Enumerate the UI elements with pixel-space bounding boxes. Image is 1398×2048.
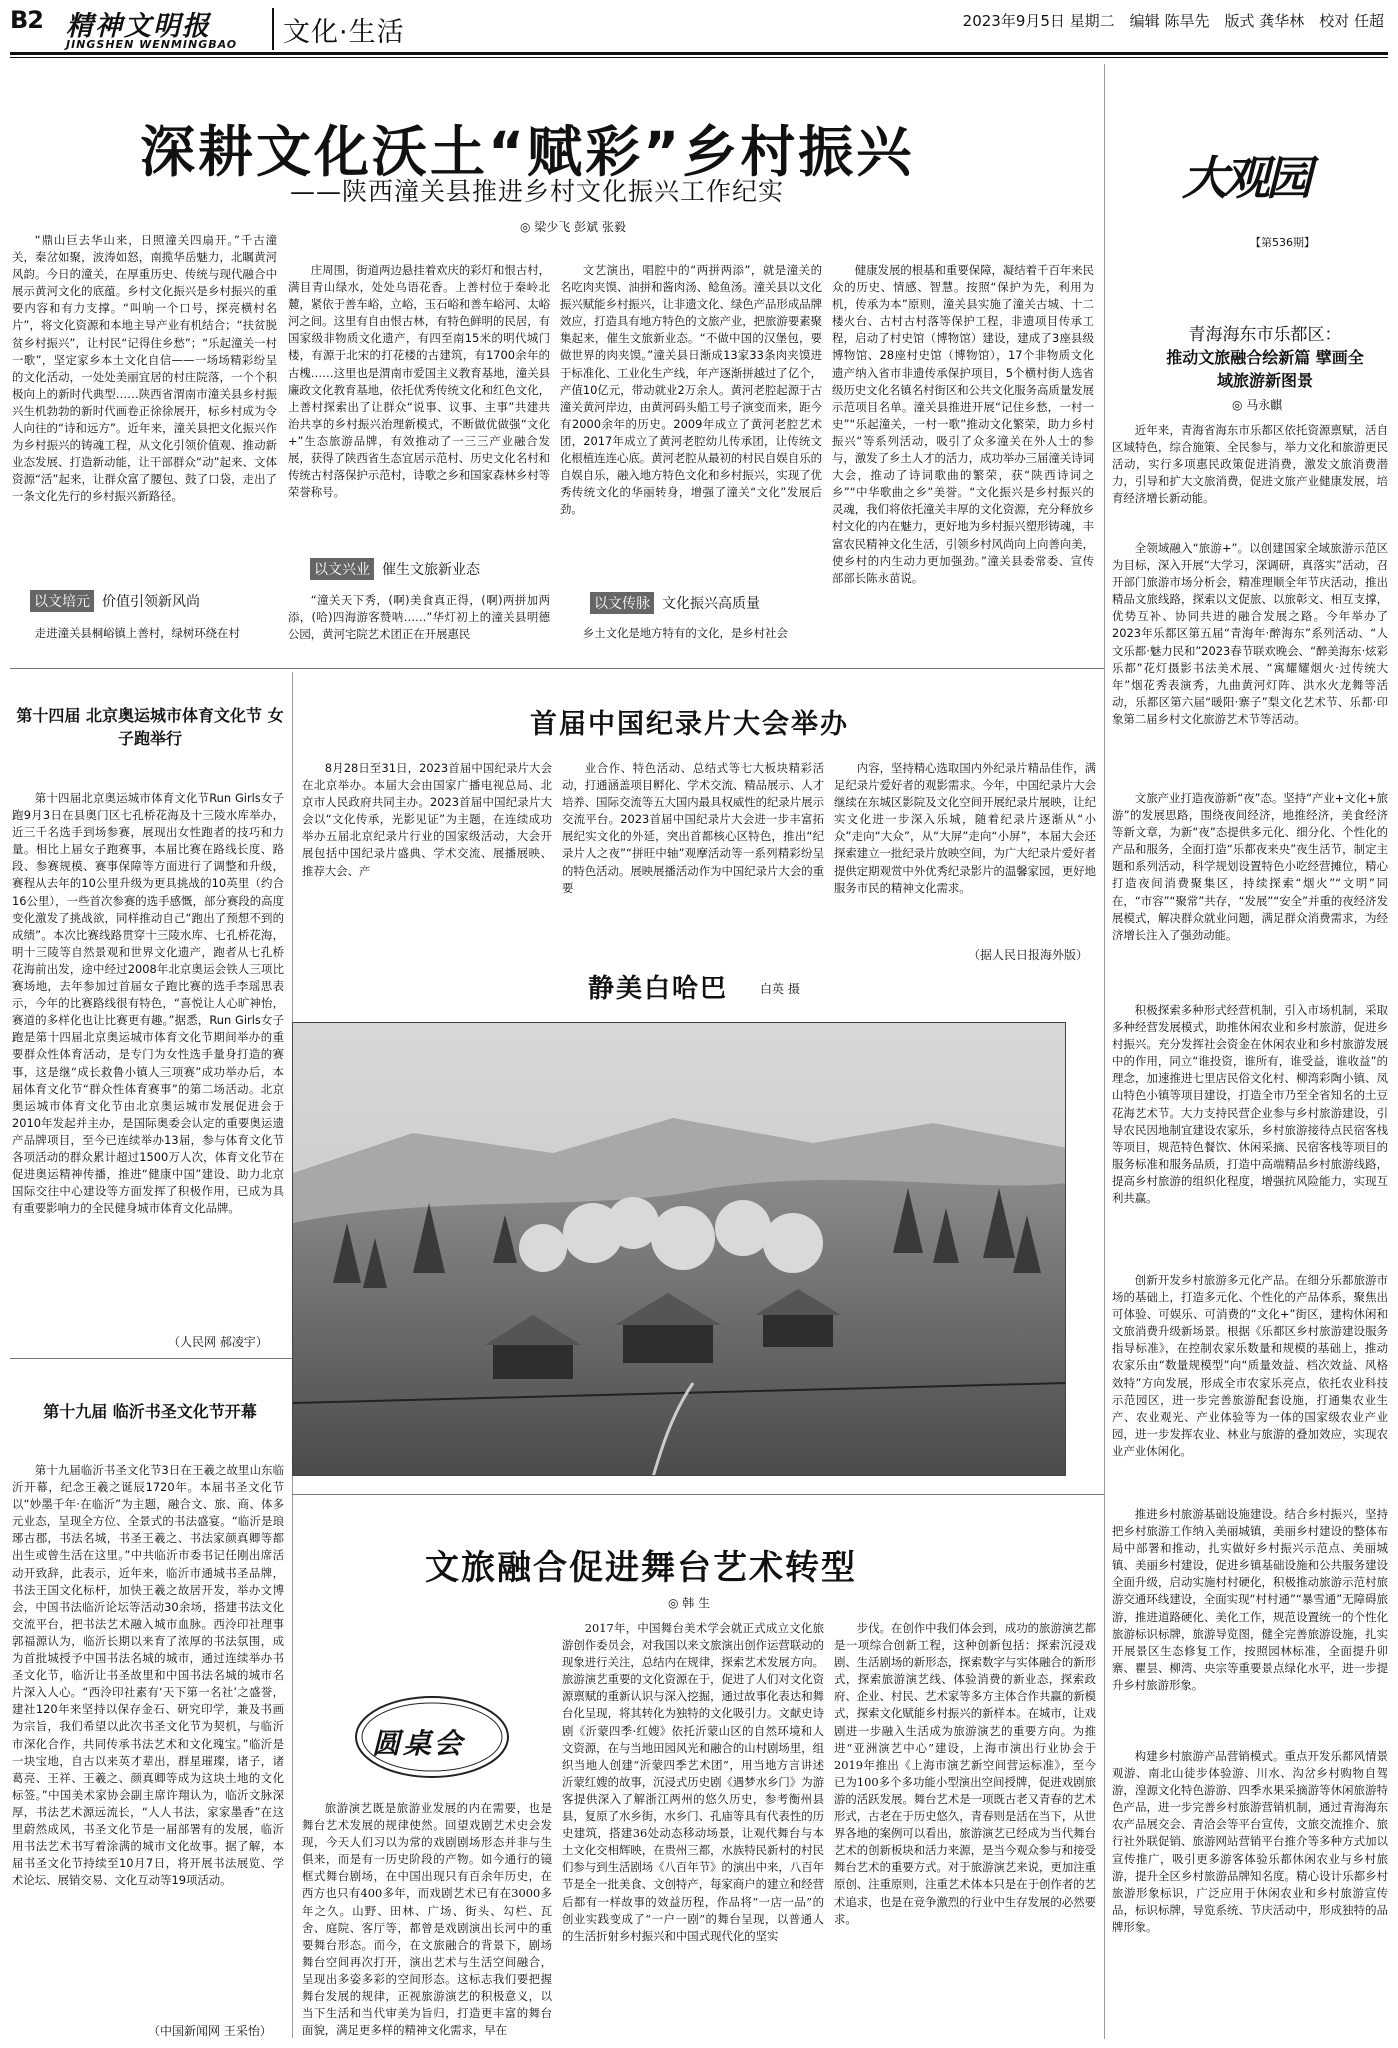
masthead-pinyin: JINGSHEN WENMINGBAO [66, 38, 238, 51]
page-number: B2 [10, 6, 43, 34]
dateline: 2023年9月5日 星期二 编辑 陈旱先 版式 龚华林 校对 任超 [962, 12, 1384, 30]
lead-subheadline: ——陕西潼关县推进乡村文化振兴工作纪实 [290, 177, 785, 206]
header-rule-thin [10, 57, 1388, 58]
left-article-1-headline: 第十四届 北京奥运城市体育文化节 女子跑举行 [16, 706, 284, 748]
lead-col-1: “鼎山巨去华山来，日照潼关四扇开。”千古潼关，秦岔如聚，波涛如怒，南揽华岳魅力，北瞩黄河风韵。今日的潼关，在厚重历史、传统与现代融合中展示黄河文化的底蕴。乡村文化振兴是乡村振兴的重要内容和有力支撑。“叫响一个口号，探亮横村名片”，将文化资源和本地主导产业有机结合；“扶贫脱贫乡村振兴”，让村民“记得住乡愁”；“乐起潼关一村一歌”，坚定家乡本土文化自信——一场场精彩纷呈的文化活动，一处处美丽宜居的村庄院落，一个个积极向上的新时代典型……陕西省渭南市潼关县乡村振兴生机勃勃的新时代画卷正徐徐展开，标乡村成为令人向往的“诗和远方”。近年来，潼关县把文化振兴作为乡村振兴的铸魂工程，从文化引领价值观、推动新业态发展、打造新动能，让干部群众“动”起来、文体资源“活”起来，让群众富了腰包、鼓了口袋，走出了一条文化先行的乡村振兴新路径。 [12, 233, 277, 504]
village-photo [292, 1022, 1066, 1476]
sidebar-para-6: 推进乡村旅游基础设施建设。结合乡村振兴，坚持把乡村旅游工作纳入美丽城镇，美丽乡村建设的整体布局中部署和推动，扎实做好乡村振兴示范点、美丽城镇、美丽乡村建设，促进乡镇基础设施和公共服务建设全面升级，启动实施村村硬化，积极推动旅游示范村旅游交通环线建设，全面实现“村村通”“暴雪通”无障碍旅游，推进道路硬化、美化工作，规范设置统一的个性化旅游标识标牌，旅游导览图，健全完善旅游设施，扎实开展景区生态修复工作，按照园林标准，全面提升卯寨、瞿昙、柳湾、央宗等重要景点绿化水平，进一步提升乡村旅游形象。 [1112, 1507, 1388, 1692]
left-article-2-headline: 第十九届 临沂书圣文化节开幕 [43, 1402, 257, 1421]
documentary-col-1: 8月28日至31日，2023首届中国纪录片大会在北京举办。本届大会由国家广播电视总局、北京市人民政府共同主办。2023首届中国纪录片大会以“文化传承，光影见证”为主题，在连续成功举办五届北京纪录片行业的国家级活动，大会开展包括中国纪录片盛典、学术交流、展播展映、推荐大会、产 [302, 761, 552, 878]
masthead-logo: 精神文明报 [66, 11, 211, 42]
sidebar-divider [1104, 64, 1105, 2039]
lead-bottom-rule [10, 668, 1104, 669]
subhead-tag: 以文培元 [30, 590, 94, 612]
left-article-2-source: （中国新闻网 王采怡） [148, 2024, 272, 2038]
documentary-source: （据人民日报海外版） [968, 948, 1089, 962]
left-article-rule [10, 1358, 292, 1359]
subhead-text: 文化振兴高质量 [662, 596, 760, 612]
sidebar-para-4: 积极探索多种形式经营机制，引入市场机制，采取多种经营发展模式，助推休闲农业和乡村旅游，促进乡村振兴。充分发挥社会资金在休闲农业和乡村旅游发展中的作用，同立“谁投资，谁所有，谁受益，谁收益”的理念，加速推进七里店民俗文化村、柳湾彩陶小镇、凤山特色小镇等项目建设，打造全市乃至全省知名的土豆花海艺术节。大力支持民营企业参与乡村旅游建设，引导农民因地制宜建设农家乐，乡村旅游接待点民宿客栈等项目，规范特色餐饮、休闲采摘、民宿客栈等项目的服务标准和服务品质，打造中高端精品乡村旅游线路，提高乡村旅游的组织化程度，增强抗风险能力，实现互利共赢。 [1112, 1003, 1388, 1206]
subhead-tag: 以文传脉 [590, 592, 654, 614]
lead-col-4: 健康发展的根基和重要保障，凝结着千百年来民众的历史、情感、智慧。按照“保护为先，利用为机，传承为本”原则，潼关县实施了潼关古城、十二楼火台、古村古村落等保护工程，非遗项目传承工程，启动了村史馆（博物馆）建设，建成了3座县级博物馆、28座村史馆（博物馆），17个非物质文化遗产纳入省市非遗传承保护项目，5个横村街人选省级历史文化名镇名村街区和公共文化服务高质量发展示范项目名单。潼关县推进开展“记住乡愁，一村一史”“乐起潼关，一村一歌”推动文化繁荣，助力乡村振兴“等系列活动，吸引了众多潼关在外人士的参与，激发了乡土人才的活力，成功举办三届潼关诗词大会，推动了诗词歌曲的繁荣，获“陕西诗词之乡”“中华歌曲之乡”美誉。“文化振兴是乡村振兴的灵魂，我们将依托潼关丰厚的文化资源，充分释放乡村文化的内在魅力，更好地为乡村振兴塑形铸魂，丰富农民精神文化生活，引领乡村风尚向上向善向美，使乡村的内生动力更加强劲。”潼关县委常委、宣传部部长陈永苗说。 [832, 263, 1094, 585]
sidebar-para-5: 创新开发乡村旅游多元化产品。在细分乐都旅游市场的基础上，打造多元化、个性化的产品体系，聚焦出可体验、可娱乐、可消费的“文化+”街区，建构休闲和文旅消费升级新场景。根据《乐都区乡村旅游建设服务指导标准》，在控制农家乐数量和规模的基础上，推动农家乐由“数量规模型”向“质量效益、档次效益、风格效特”方向发展，形成全市农家乐亮点，依托农业科技示范园区，进一步完善旅游配套设施，打通集农业生产、农业观光、产业体验等为一体的国家级农业产业园，进一步发挥农业、林业与旅游的叠加效应，实现农业产业休闲化。 [1112, 1273, 1388, 1458]
sidebar-para-3: 文旅产业打造夜游新“夜”态。坚持“产业+文化+旅游”的发展思路，围绕夜间经济，地推经济，美食经济等新文章，为新“夜”态提供多元化、细分化、个性化的产品和服务，全面打造“乐都夜来央”夜生活节，制定主题和系列活动，科学规划设置特色小吃经营摊位，精心打造夜间消费聚集区，持续探索“烟火”“文明”同在，“市容”“聚常”共存，“发展”“安全”并重的夜经济发展模式，解决群众就业问题，满足群众消费需求，为经济增长注入了强劲动能。 [1112, 791, 1388, 942]
photo-title: 静美白哈巴 [588, 974, 729, 1004]
subhead-text: 价值引领新风尚 [102, 594, 200, 610]
documentary-headline: 首届中国纪录片大会举办 [530, 709, 849, 740]
stage-art-col-2: 2017年，中国舞台美术学会就正式成立文化旅游创作委员会，对我国以来文旅演出创作运营联动的现象进行关注，总结内在规律，探索艺术发展方向。旅游演艺重要的文化资源在于，促进了人们对文化资源禀赋的重新认识与深入挖掘，通过故事化表达和舞台化呈现，将其转化为独特的文化吸引力。文献史诗剧《沂蒙四季·红嫂》依托沂蒙山区的自然环境和人文资源，在与当地田园风光和融合的山村剧场里，组织当地人创建“沂蒙四季艺术团”，用当地方言讲述沂蒙红嫂的故事，沉浸式历史剧《遇梦水乡门》为游客提供深入了解浙江两州的悠久历史，参考衡州县县，复原了水乡街，水乡门、孔庙等具有代表性的历史建筑，搭建36处动态移动场景，让观代舞台与本土文化交相辉映，在贵州三都，水族特民新村的村民们参与到生活剧场《八百年节》的演出中来，八百年节是全一批美食、文创特产，每家商户的建立和经营后都有一样故事的效益历程，作品将“一店一品”的创业实践变成了“一户一剧”的舞台呈现，以普通人的生活折射乡村振兴和中国式现代化的坚实 [562, 1621, 824, 1943]
lead-col-2-tail: “潼关天下秀，(啊)美食真正得，(啊)两拼加两添，(哈)四海游客赞呐……”华灯初上的潼关县明德公园，黄河宅院艺术团正在开展惠民 [288, 593, 550, 642]
subhead-text: 催生文旅新业态 [382, 562, 480, 578]
left-article-1-source: （人民网 郝凌宇） [168, 1335, 268, 1349]
header-rule [10, 52, 1388, 55]
lead-subhead-2 [310, 558, 480, 580]
lead-col-2: 庄周围，街道两边悬挂着欢庆的彩灯和恨古村，满目青山绿水，处处乌语花香。上善村位于秦岭北麓，紧依于善车峪，立峪，玉石峪和善车峪河、太峪河之间。这里有自由恨古林，有特色鲜明的民居，有国家级非物质文化遗产，有四至南15米的明代城门楼，有源于北宋的打花楼的古建筑，有1700余年的古槐……这里也是渭南市爱国主义教育基地，潼关县廉政文化教育基地，依托优秀传统文化和红色文化，上善村探索出了让群众“说事、议事、主事”共建共治共享的乡村振兴治理新模式，不断做优做强“文化+”生态旅游品牌，有效推动了一三三产业融合发展，获得了陕西省生态宜居示范村、历史文化名村和传统古村落保护示范村，诗歌之乡和国家森林乡村等荣誉称号。 [288, 263, 550, 500]
left-article-2-body: 第十九届临沂书圣文化节3日在王羲之故里山东临沂开幕，纪念王羲之诞辰1720年。本届书圣文化节以“妙墨千年·在临沂”为主题，融合文、旅、商、体多元业态，呈现全方位、全景式的书法盛宴。“临沂是琅琊古郡，书法名城，书圣王羲之、书法家颜真卿等都出生或曾生活在这里。”中共临沂市委书记任刚出席活动开致辞，此表示，近年来，临沂市通城书圣品牌，书法王国文化标杆，加快王羲之故居开发，举办文博会，中国书法临沂论坛等活动30余场，搭建书法文化交流平台，把书法艺术融入城市血脉。西泠印社理事郭福源认为，临沂长期以来育了浓厚的书法氛围，成为首批城授予中国书法名城的城市，通过连续举办书圣文化节，临沂让书圣故里和中国书法名城的城市名片深入人心。“西泠印社素有‘天下第一名社’之盛誉，建社120年来坚持以保存金石、研究印学，兼及书画为宗旨，我们希望以此次书圣文化节为契机，与临沂市深化合作，共同传承书法艺术和文化瑰宝。”临沂是一块宝地，自古以来英才辈出，群星璀璨，诸子，诸葛亮、王祥、王羲之、颜真卿等成为这块土地的文化标签。”中国美术家协会副主席许翔认为，临沂文脉深厚，书法艺术源远流长，“人人书法，家家墨香”在这里蔚然成风，书圣文化节是一届部署有的发展，临沂用书法艺术书写着涂满的城市文化故事。据了解，本届书圣文化节持续至10月7日，将开展书法展览、学术论坛、展销交易、文化互动等19项活动。 [12, 1463, 284, 1888]
header-divider [272, 8, 274, 50]
lead-col-3: 文艺演出，唱腔中的“两拼两添”，就是潼关的名吃肉夹馍、油拼和酱肉汤、鲶鱼汤。潼关县以文化振兴赋能乡村振兴，让非遗文化、绿色产品形成品牌效应，打造具有地方特色的文旅产业，把旅游要素聚集起来，催生文旅新业态。“不做中国的汉堡包，要做世界的肉夹馍。”潼关县日渐成13家33条肉夹馍进于标准化、工业化生产线，年产逐渐拼越过了亿个，产值10亿元，带动就业2万余人。黄河老腔起源于古潼关黄河岸边，由黄河码头船工号子演变而来，距今有2000余年的历史。2009年成立了黄河老腔艺术团，2017年成立了黄河老腔幼儿传承团，让传统文化根植连连心底。黄河老腔从最初的村民自娱自乐的自娱自乐，融入地方特色文化和乡村振兴，实现了优秀传统文化的华丽转身，增强了潼关“文化”发展后劲。 [560, 263, 822, 517]
lead-subhead-3 [590, 592, 760, 614]
sidebar-para-2: 全领域融入“旅游+”。以创建国家全域旅游示范区为目标，深入开展“大学习，深调研，真落实”活动，召开部门旅游市场分析会，精准理顺全年节庆活动，推出精品文旅线路，探索以文促旅、以旅彰文、相互支撑，优势互补、协同共进的融合发展之路。今年举办了2023年乐都区第五届“青海年·醉海东”系列活动、“人文乐都·魅力民和”2023春节联欢晚会、“醉美海东·炫彩乐都”花灯摄影书法美术展、“寓耀耀烟火·过传统大年”烟花秀表演秀，九曲黄河灯阵、洪水火龙舞等活动，乐都区第六届“暖阳·寨子”梨文化艺术节、乐都·印象第二届乡村文化旅游艺术节等活动。 [1112, 541, 1388, 726]
photo-bottom-rule [292, 1494, 1104, 1495]
photo-credit: 白英 摄 [760, 982, 800, 996]
sidebar-location: 青海海东市乐都区： [1188, 325, 1342, 345]
lead-byline: ◎ 梁少飞 彭斌 张毅 [520, 220, 626, 234]
sidebar-headline: 推动文旅融合绘新篇 擘画全域旅游新图景 [1166, 348, 1364, 390]
lead-subhead-1 [30, 590, 200, 612]
stage-art-col-3: 步伐。在创作中我们体会到，成功的旅游演艺都是一项综合创新工程，这种创新包括：探索沉浸戏剧、生活剧场的新形态，探索数字与实体融合的新形式，探索旅游演艺线、体验消费的新业态，探索政府、企业、村民、艺术家等多方主体合作共赢的新模式，探索文化赋能乡村振兴的新样本。在城市，让戏剧进一步融入生活成为旅游演艺的重要方向。为推进“亚洲演艺中心”建设，上海市演出行业协会于2019年推出《上海市演艺新空间营运标准》，至今已为100多个多功能小型演出空间授牌，促进戏剧旅游的活跃发展。舞台艺术是一项既古老又青春的艺术形式，古老在于历史悠久，青春则是活在当下，从世界各地的案例可以看出，旅游演艺已经成为当代舞台艺术的创新板块和活力来源，是当今观众参与和接受舞台艺术的重要方式。对于旅游演艺来说，更加注重原创、注重原则，注重艺术体本只是在于创作者的艺术追求，也是在竞争激烈的行业中生存发展的必然要求。 [834, 1621, 1096, 1926]
column-issue: 【第536期】 [1250, 236, 1315, 249]
documentary-col-2: 业合作、特色活动、总结式等七大板块精彩活动，打通涵盖项目孵化、学术交流、精品展示、人才培养、国际交流等五大国内最具权威性的纪录片展示交流平台。2023首届中国纪录片大会进一步丰富拓展纪实文化的外延，突出首都核心区特色，推出“纪录片人之夜”“拼旺中轴”观摩活动等一系列精彩纷呈的特色活动。展映展播活动作为中国纪录片大会的重要 [562, 761, 824, 895]
column-logo: 大观园 [1182, 151, 1308, 205]
left-article-1-body: 第十四届北京奥运城市体育文化节Run Girls女子跑9月3日在县奥门区七孔桥花海及十三陵水库举办，近三千名选手到场参赛，展现出女性跑者的技巧和力量。相比上届女子跑赛事，本届比赛在路线长度、路段、参赛规模、赛事保障等方面进行了调整和升级，赛程从去年的10公里升级为更具挑战的10英里（约合16公里），一些首次参赛的选手感慨，部分赛段的高度变化激发了挑战欲，同样推动自己“跑出了预想不到的成绩”。本次比赛线路贯穿十三陵水库、七孔桥花海，明十三陵等自然景观和世界文化遗产，跑者从七孔桥花海前出发，途中经过2008年北京奥运会铁人三项比赛场地，去年参加过首届女子跑比赛的选手李瑶思表示，今年的比赛路线很有特色，“喜悦让人心旷神怡，赛道的多样化也让比赛更有趣。”据悉，Run Girls女子跑是第十四届北京奥运城市体育文化节期间举办的重要群众性体育活动，是专门为女性选手量身打造的赛事，这是继“成长救鲁小镇人三项赛”成功举办后，本届体育文化节“群众性体育赛事”的第二场活动。北京奥运城市体育文化节由北京奥运城市发展促进会于2010年发起并主办，是国际奥委会认定的重要奥运遗产品牌项目，至今已连续举办13届，参与体育文化节各项活动的群众累计超过1500万人次，体育文化节在促进奥运精神传播，推进“健康中国”建设、助力北京国际交往中心建设等方面发挥了积极作用，已成为具有重要影响力的全民健身城市体育文化品牌。 [12, 791, 284, 1216]
lead-col-3-tail: 乡土文化是地方特有的文化，是乡村社会 [582, 626, 788, 640]
subhead-tag: 以文兴业 [310, 558, 374, 580]
stage-art-headline: 文旅融合促进舞台艺术转型 [425, 1548, 857, 1588]
sidebar-para-7: 构建乡村旅游产品营销模式。重点开发乐都风情景观游、南北山徒步体验游、川水、沟岔乡村购物自驾游，湟源文化特色游游、四季水果采摘游等休闲旅游特色产品，进一步完善乡村旅游营销机制，通过青海海东农产品展交会、青洽会等平台宣传，文旅交流推介、旅行社外联促销、旅游网站营销平台推介等多种方式加以宣传推广，吸引更多游客体验乐都休闲农业与乡村旅游，提升全区乡村旅游品牌知名度。精心设计乐都乡村旅游形象标识，广泛应用于休闲农业和乡村旅游宣传品，标识标牌，导览系统、节庆活动中，形成独特的品牌形象。 [1112, 1749, 1388, 1934]
sidebar-para-1: 近年来，青海省海东市乐都区依托资源禀赋，活自区域特色，综合施策、全民参与，举力文化和旅游更民活动，实行多项惠民政策促进消费，激发文旅消费潜力，引导和扩大文旅消费，促进文旅产业健康发展，培育经济增长新动能。 [1112, 423, 1388, 506]
stage-art-col-1: 旅游演艺既是旅游业发展的内在需要，也是舞台艺术发展的规律使然。回望戏剧艺术史会发现，今天人们习以为常的戏剧剧场形态并非与生俱来，而是有一历史阶段的产物。如今通行的镜框式舞台剧场，在中国出现只有百余年历史，在西方也只有400多年，而戏剧艺术已有在3000多年之久。山野、田林、广场、街头、勾栏、瓦舍、庭院、客厅等，都曾是戏剧演出长河中的重要舞台形态。而今，在文旅融合的背景下，剧场舞台空间再次打开，演出艺术与生活空间融合，呈现出多姿多彩的空间形态。这标志我们要把握舞台发展的规律，正视旅游演艺的积极意义，以当下生活和当代审美为旨归，打造更丰富的舞台面貌，满足更多样的精神文化需求，早在 [302, 1801, 552, 2038]
lead-headline: 深耕文化沃土“赋彩”乡村振兴 [140, 120, 915, 184]
round-table-label: 圆桌会 [372, 1727, 466, 1760]
sidebar-byline: ◎ 马永麒 [1232, 398, 1283, 412]
stage-art-byline: ◎ 韩 生 [668, 1596, 711, 1610]
section-title: 文化·生活 [283, 17, 405, 48]
village-photo-art [293, 1023, 1066, 1476]
documentary-col-3: 内容，坚持精心选取国内外纪录片精品佳作，满足纪录片爱好者的观影需求。今年，中国纪录片大会继续在东城区影院及文化空间开展纪录片展映，让纪实文化进一步深入乐城，随着纪录片逐渐从“小众”走向“大众”，从“大屏”走向“小屏”，本届大会还探索建立一批纪录片放映空间，为广大纪录片爱好者提供定期观赏中外优秀纪录影片的温馨家园，更好地服务市民的精神文化需求。 [834, 761, 1096, 895]
lead-col-1-tail: 走进潼关县桐峪镇上善村，绿树环绕在村 [34, 626, 240, 640]
